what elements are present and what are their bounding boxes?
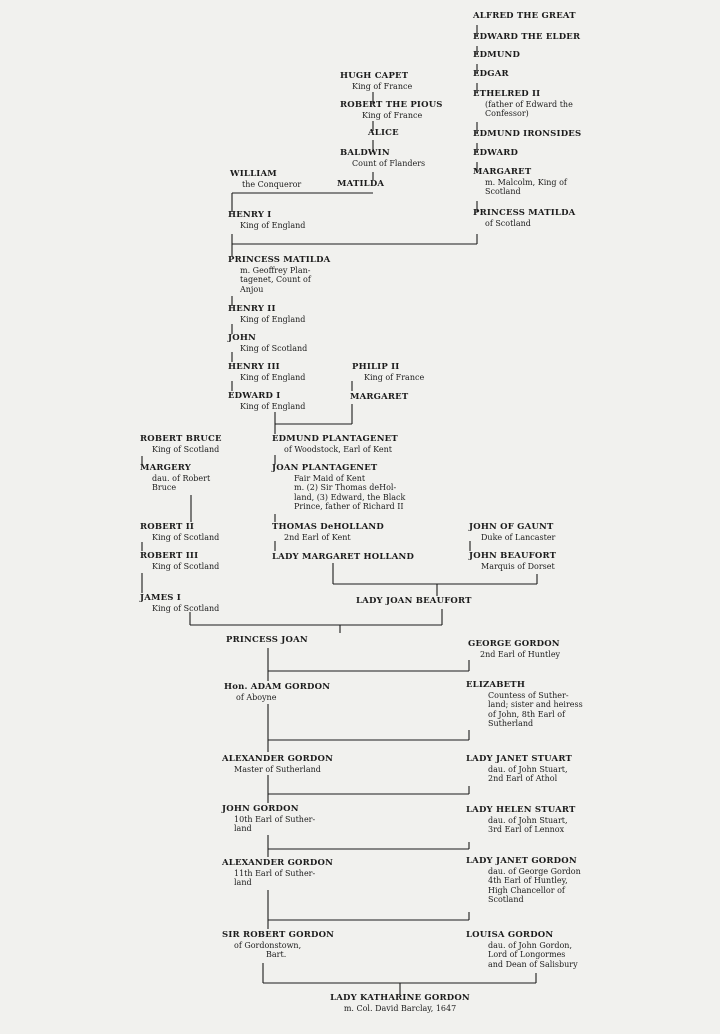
person-margaret [473,168,567,197]
person-name: ALICE [368,128,399,138]
person-name: LADY MARGARET HOLLAND [272,552,415,562]
person-name: PHILIP II [352,362,400,372]
person-adam-gordon [224,683,330,702]
person-detail: (father of Edward the [485,99,573,109]
person-margaret-france [350,393,408,403]
person-name: ROBERT III [140,551,199,561]
person-detail: land; sister and heiress [488,700,583,709]
person-name: JOHN GORDON [222,804,299,814]
person-detail: Anjou [240,284,264,294]
person-name: HENRY I [228,210,272,220]
person-detail: 4th Earl of Huntley, [488,876,568,885]
person-name: LADY HELEN STUART [466,805,576,815]
person-name: ALEXANDER GORDON [222,754,334,764]
person-john-beaufort [469,552,556,571]
person-name: EDGAR [473,69,509,79]
person-detail: King of France [362,110,423,120]
person-henry2 [228,305,305,324]
person-ironsides [473,130,581,140]
person-detail: dau. of John Stuart, [488,815,568,825]
person-detail: m. Geoffrey Plan- [240,265,311,275]
person-detail: dau. of Robert [152,473,211,483]
person-detail: King of Scotland [152,603,220,613]
person-james1 [140,594,219,613]
person-detail: land [234,878,252,887]
person-name: ROBERT THE PIOUS [340,100,443,110]
person-detail: Prince, father of Richard II [294,502,404,511]
person-william [230,170,301,189]
person-name: ALFRED THE GREAT [473,11,576,21]
person-detail: and Dean of Salisbury [488,959,578,969]
person-princess-matilda [228,256,330,294]
person-detail: King of England [240,372,306,382]
person-name: LADY KATHARINE GORDON [330,993,470,1003]
person-matilda-scotland [473,209,575,228]
person-name: BALDWIN [340,148,390,158]
person-detail: the Conqueror [242,179,302,189]
person-detail: of Woodstock, Earl of Kent [284,444,393,454]
person-detail: land [234,824,252,833]
person-lady-margaret-holland [272,553,414,563]
person-detail: of Gordonstown, [234,940,302,950]
person-name: JAMES I [140,593,181,603]
person-detail: Bruce [152,483,177,492]
person-detail: King of Scotland [152,561,220,571]
person-detail: land, (3) Edward, the Black [294,492,406,502]
person-robert3 [140,552,219,571]
person-hugh-capet [340,72,412,91]
person-margery [140,464,210,493]
person-name: LOUISA GORDON [466,930,554,940]
person-detail: Marquis of Dorset [481,561,555,571]
person-name: MARGARET [350,392,409,402]
person-detail: Count of Flanders [352,158,426,168]
person-edmund [473,51,520,61]
person-name: PRINCESS MATILDA [228,255,331,265]
person-detail: 2nd Earl of Huntley [480,649,561,659]
person-edward1 [228,392,305,411]
person-name: GEORGE GORDON [468,639,560,649]
person-name: EDMUND IRONSIDES [473,129,582,139]
person-name: JOHN [228,333,257,343]
person-name: JOAN PLANTAGENET [272,463,378,473]
person-name: THOMAS DeHOLLAND [272,522,384,532]
person-name: EDWARD THE ELDER [473,32,581,42]
person-name: HENRY II [228,304,276,314]
person-princess-joan [226,636,308,646]
person-name: PRINCESS MATILDA [473,208,576,218]
person-ethelred [473,90,573,119]
person-detail: 2nd Earl of Athol [488,774,558,783]
person-detail: 11th Earl of Suther- [234,868,316,878]
person-detail: Confessor) [485,109,529,118]
person-john-of-gaunt [469,523,555,542]
person-janet-stuart [466,755,572,784]
person-detail: 10th Earl of Suther- [234,814,316,824]
person-lady-katharine-gordon [302,994,498,1013]
person-name: Hon. ADAM GORDON [224,682,331,692]
person-detail: 3rd Earl of Lennox [488,825,565,834]
person-name: ALEXANDER GORDON [222,858,334,868]
person-detail: m. Col. David Barclay, 1647 [343,1003,457,1013]
person-name: LADY JANET STUART [466,754,572,764]
person-name: JOHN OF GAUNT [469,522,554,532]
person-name: JOHN BEAUFORT [469,551,557,561]
person-name: MATILDA [337,179,385,189]
person-name: LADY JANET GORDON [466,856,577,866]
person-detail: of Aboyne [236,692,277,702]
person-detail: 2nd Earl of Kent [284,532,351,542]
person-detail: King of Scotland [152,444,220,454]
person-thomas-deholland [272,523,384,542]
person-name: LADY JOAN BEAUFORT [356,596,472,606]
person-name: EDWARD [473,148,519,158]
person-baldwin [340,149,425,168]
person-detail: dau. of George Gordon [488,866,581,876]
person-philip2 [352,363,424,382]
person-detail: High Chancellor of [488,885,565,895]
person-detail: King of England [240,220,306,230]
person-edward [473,149,518,159]
person-name: ELIZABETH [466,680,526,690]
person-name: MARGERY [140,463,192,473]
person-edgar [473,70,509,80]
person-alexander-gordon-earl [222,859,333,888]
person-robert2 [140,523,219,542]
person-name: WILLIAM [230,169,277,179]
person-robert-bruce [140,435,222,454]
person-joan-plantagenet [272,464,405,512]
person-detail: Bart. [266,950,287,959]
person-detail: King of England [240,314,306,324]
person-sir-robert-gordon [222,931,334,960]
person-janet-gordon [466,857,581,905]
person-detail: Master of Sutherland [234,764,321,774]
person-name: SIR ROBERT GORDON [222,930,335,940]
person-detail: m. Malcolm, King of [485,177,567,187]
person-detail: Countess of Suther- [488,690,569,700]
person-name: HUGH CAPET [340,71,409,81]
person-detail: tagenet, Count of [240,275,311,284]
person-john [228,334,307,353]
person-detail: Fair Maid of Kent [294,473,366,483]
person-name: ETHELRED II [473,89,541,99]
person-detail: Sutherland [488,719,534,728]
person-robert-pious [340,101,443,120]
person-lady-joan-beaufort [356,597,472,607]
person-detail: Scotland [485,187,521,196]
person-detail: dau. of John Gordon, [488,940,572,950]
person-detail: King of France [364,372,425,382]
person-edmund-plantagenet [272,435,398,454]
person-name: HENRY III [228,362,280,372]
person-name: ROBERT II [140,522,195,532]
person-detail: King of Scotland [240,343,308,353]
person-name: EDWARD I [228,391,281,401]
person-matilda [337,180,384,190]
person-name: PRINCESS JOAN [226,635,308,645]
person-alfred [473,12,576,22]
person-henry3 [228,363,305,382]
person-detail: dau. of John Stuart, [488,764,568,774]
person-detail: m. (2) Sir Thomas deHol- [294,483,397,492]
person-louisa-gordon [466,931,578,969]
person-alexander-gordon-master [222,755,333,774]
person-alice [368,129,399,139]
person-detail: King of France [352,81,413,91]
person-name: MARGARET [473,167,532,177]
person-detail: King of Scotland [152,532,220,542]
person-detail: Duke of Lancaster [481,532,556,542]
person-george-gordon [468,640,560,659]
person-name: EDMUND PLANTAGENET [272,434,398,444]
person-edward-elder [473,33,580,43]
person-detail: Scotland [488,895,524,904]
person-detail: of Scotland [485,218,531,228]
person-name: EDMUND [473,50,521,60]
person-john-gordon [222,805,315,834]
person-henry1 [228,211,305,230]
person-elizabeth [466,681,583,729]
person-helen-stuart [466,806,576,835]
person-detail: King of England [240,401,306,411]
person-detail: of John, 8th Earl of [488,709,566,719]
person-detail: Lord of Longormes [488,950,566,959]
person-name: ROBERT BRUCE [140,434,222,444]
